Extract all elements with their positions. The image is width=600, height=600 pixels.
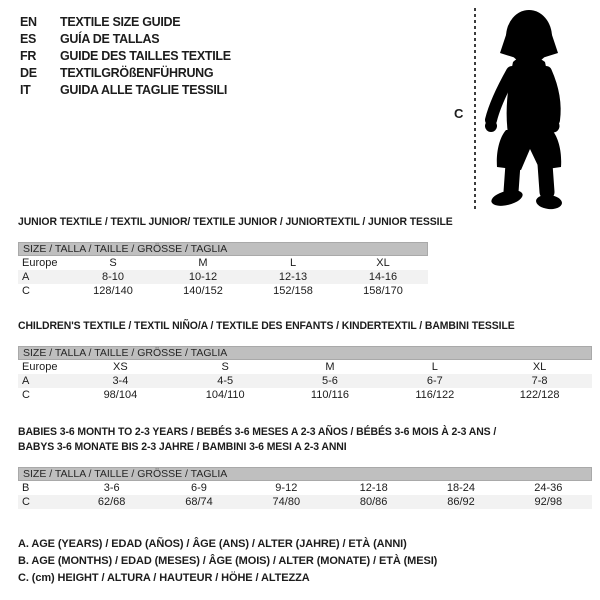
table-cell: 122/128: [519, 389, 560, 401]
height-measure-dashed-line: [474, 8, 476, 210]
language-row-fr: [20, 47, 231, 64]
table-row: [18, 481, 592, 495]
table-rows: [18, 256, 428, 298]
table-row: [18, 256, 428, 270]
table-cell: 158/170: [363, 285, 403, 297]
language-row-es: [20, 30, 231, 47]
table-cell: 86/92: [447, 496, 475, 508]
table-cell: 7-8: [531, 375, 548, 387]
table-cell: 3-4: [112, 375, 129, 387]
babies-size-table: [18, 467, 592, 509]
size-header-bar: SIZE / TALLA / TAILLE / GRÖSSE / TAGLIA: [18, 242, 428, 256]
table-cell: 68/74: [185, 496, 213, 508]
row-label: C: [22, 389, 30, 401]
table-cell: 8-10: [101, 271, 125, 283]
table-cell: 80/86: [359, 496, 388, 508]
legend-line-a: A. AGE (YEARS) / EDAD (AÑOS) / ÂGE (ANS) / ALTER (JAHRE) / ETÀ (ANNI): [18, 538, 407, 550]
table-cell: 6-7: [426, 375, 443, 387]
table-cell: S: [221, 361, 229, 373]
babies-textile-section: [18, 425, 592, 509]
children-size-table: [18, 346, 592, 402]
table-cell: 104/110: [205, 389, 245, 401]
table-cell: XL: [376, 257, 390, 269]
table-cell: 10-12: [188, 271, 218, 283]
table-cell: 12-18: [359, 482, 388, 494]
section-title-line: BABYS 3-6 MONATE BIS 2-3 JAHRE / BAMBINI 3-6 MESI A 2-3 ANNI: [18, 441, 347, 453]
table-cell: 24-36: [534, 482, 563, 494]
language-code: DE: [20, 65, 37, 80]
table-cell: 14-16: [368, 271, 398, 283]
junior-size-table: [18, 242, 428, 298]
table-cell: S: [109, 257, 117, 269]
legend-line-b: B. AGE (MONTHS) / EDAD (MESES) / ÂGE (MOIS) / ALTER (MONATE) / ETÀ (MESI): [18, 555, 438, 567]
table-cell: 9-12: [275, 482, 298, 494]
table-cell: 3-6: [103, 482, 120, 494]
table-cell: 128/140: [93, 285, 133, 297]
row-label: A: [22, 375, 30, 387]
language-title: TEXTILGRÖßENFÜHRUNG: [60, 65, 214, 80]
table-row: [18, 270, 428, 284]
legend-line-c: C. (cm) HEIGHT / ALTURA / HAUTEUR / HÖHE / ALTEZZA: [18, 572, 310, 584]
height-measure-label: C: [454, 106, 464, 121]
table-cell: M: [198, 257, 208, 269]
table-row: [18, 495, 592, 509]
section-title-line: BABIES 3-6 MONTH TO 2-3 YEARS / BEBÉS 3-6 MESES A 2-3 AÑOS / BÉBÉS 3-6 MOIS À 2-3 ANS /: [18, 426, 497, 438]
table-cell: 140/152: [183, 285, 223, 297]
language-row-de: [20, 64, 231, 81]
language-code: FR: [20, 48, 37, 63]
table-rows: [18, 360, 592, 402]
table-cell: L: [431, 361, 438, 373]
table-cell: XL: [532, 361, 547, 373]
table-row: [18, 284, 428, 298]
row-label: C: [22, 285, 30, 297]
junior-textile-section: [18, 215, 453, 298]
table-row: [18, 360, 592, 374]
babies-section-title: [18, 425, 563, 455]
language-row-it: [20, 81, 231, 98]
table-cell: 12-13: [278, 271, 308, 283]
section-title-line: CHILDREN'S TEXTILE / TEXTIL NIÑO/A / TEXTILE DES ENFANTS / KINDERTEXTIL / BAMBINI TESSILE: [18, 320, 515, 332]
language-title: GUÍA DE TALLAS: [60, 31, 160, 46]
row-label: Europe: [22, 361, 58, 373]
row-label: Europe: [22, 257, 58, 269]
language-list: [20, 13, 231, 98]
language-title: GUIDA ALLE TAGLIE TESSILI: [60, 82, 228, 97]
junior-section-title: [18, 215, 453, 230]
baby-silhouette-icon: [483, 6, 575, 210]
table-cell: 74/80: [272, 496, 301, 508]
language-title: TEXTILE SIZE GUIDE: [60, 14, 181, 29]
language-code: ES: [20, 31, 37, 46]
legend: [18, 536, 437, 587]
row-label: C: [22, 496, 30, 508]
table-cell: L: [289, 257, 297, 269]
table-cell: 110/116: [310, 389, 350, 401]
table-cell: 152/158: [273, 285, 313, 297]
section-title-line: JUNIOR TEXTILE / TEXTIL JUNIOR/ TEXTILE JUNIOR / JUNIORTEXTIL / JUNIOR TESSILE: [18, 216, 453, 228]
row-label: B: [22, 482, 30, 494]
table-cell: 98/104: [103, 389, 138, 401]
table-cell: 6-9: [191, 482, 207, 494]
table-row: [18, 388, 592, 402]
table-cell: XS: [113, 361, 128, 373]
size-header-bar: SIZE / TALLA / TAILLE / GRÖSSE / TAGLIA: [18, 467, 592, 481]
language-code: IT: [20, 82, 31, 97]
table-cell: 5-6: [322, 375, 338, 387]
table-row: [18, 374, 592, 388]
language-title: GUIDE DES TAILLES TEXTILE: [60, 48, 231, 63]
children-section-title: [18, 319, 563, 334]
table-cell: 4-5: [217, 375, 234, 387]
table-cell: M: [325, 361, 335, 373]
row-label: A: [22, 271, 30, 283]
size-header-bar: SIZE / TALLA / TAILLE / GRÖSSE / TAGLIA: [18, 346, 592, 360]
table-rows: [18, 481, 592, 509]
language-row-en: [20, 13, 231, 30]
table-cell: 62/68: [97, 496, 126, 508]
table-cell: 116/122: [415, 389, 455, 401]
children-textile-section: [18, 319, 592, 402]
language-code: EN: [20, 14, 37, 29]
table-cell: 18-24: [446, 482, 476, 494]
table-cell: 92/98: [534, 496, 563, 508]
